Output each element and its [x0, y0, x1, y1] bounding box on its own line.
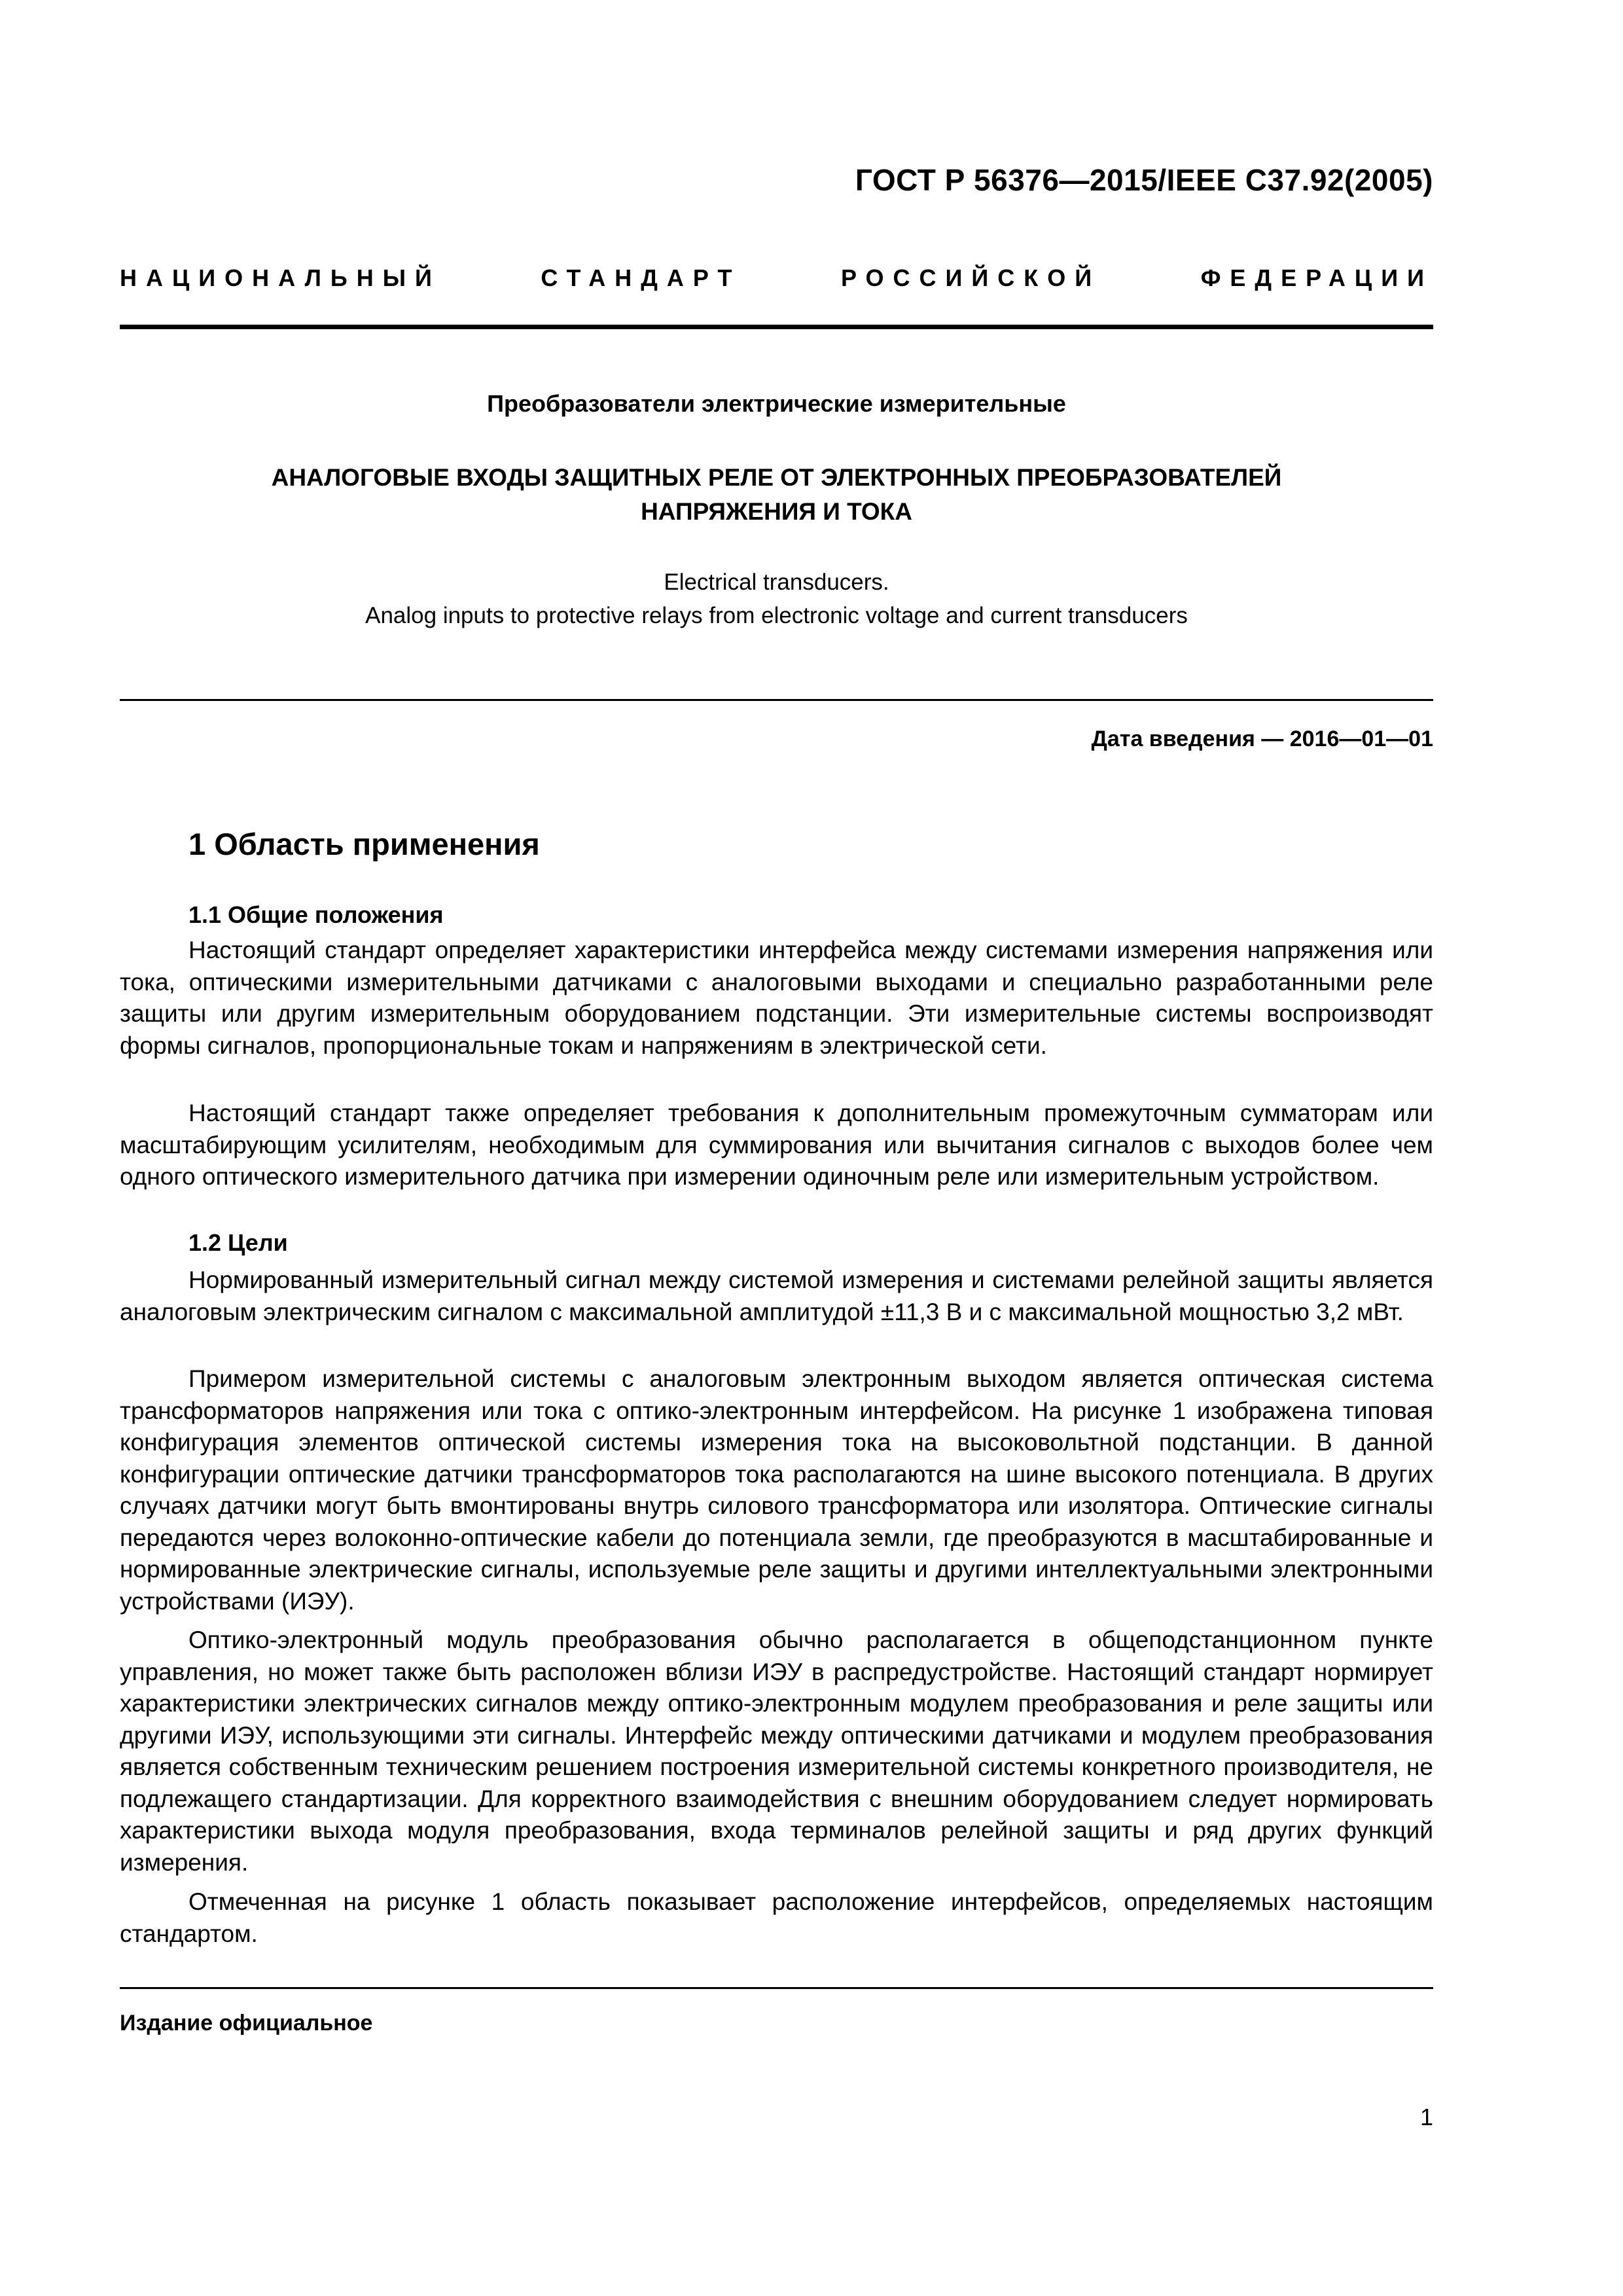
paragraph: Настоящий стандарт также определяет требования к дополнительным промежуточным сумматорам или масштабирующим усилителям, необходимым для суммирования или вычитания сигналов с выходов более чем одного оптического измерительного датчика при измерении одиночным реле или измерительным устройством.: [120, 1100, 1433, 1190]
paragraph: Нормированный измерительный сигнал между системой измерения и системами релейной защиты является аналоговым электрическим сигналом с максимальной амплитудой ±11,3 В и с максимальной мощностью 3,2 мВт.: [120, 1266, 1433, 1325]
paragraph: Оптико-электронный модуль преобразования обычно располагается в общеподстанционном пункте управления, но может также быть расположен вблизи ИЭУ в распредустройстве. Настоящий стандарт нормирует характеристики электрических сигналов между оптико-электронным модулем преобразования и реле защиты или другими ИЭУ, использующими эти сигналы. Интерфейс между оптическими датчиками и модулем преобразования является собственным техническим решением построения измерительной системы конкретного производителя, не подлежащего стандартизации. Для корректного взаимодействия с внешним оборудованием следует нормировать характеристики выхода модуля преобразования, входа терминалов релейной защиты и ряд других функций измерения.: [120, 1626, 1433, 1876]
section-heading: 1 Область применения: [188, 827, 540, 861]
paragraph: Настоящий стандарт определяет характеристики интерфейса между системами измерения напряжения или тока, оптическими измерительными датчиками с аналоговыми выходами и специально разработанными реле защиты или другим измерительным оборудованием подстанции. Эти измерительные системы воспроизводят формы сигналов, пропорциональные токам и напряжениям в электрической сети.: [120, 937, 1433, 1059]
title-divider: [120, 699, 1433, 701]
paragraph: Отмеченная на рисунке 1 область показывает расположение интерфейсов, определяемых настоящим стандартом.: [120, 1888, 1433, 1947]
banner-word: СТАНДАРТ: [541, 264, 741, 291]
subsection-heading: 1.2 Цели: [188, 1229, 288, 1256]
english-title-line: Electrical transducers.: [664, 569, 889, 595]
banner-word: НАЦИОНАЛЬНЫЙ: [120, 264, 441, 291]
banner-word: ФЕДЕРАЦИИ: [1200, 264, 1433, 291]
footer-divider: [120, 1987, 1433, 1989]
title-line: НАПРЯЖЕНИЯ И ТОКА: [641, 498, 912, 525]
document-title: [120, 461, 1433, 529]
subsection-heading: 1.1 Общие положения: [188, 901, 444, 928]
document-code: ГОСТ Р 56376—2015/IEEE C37.92(2005): [855, 163, 1433, 197]
banner-word: РОССИЙСКОЙ: [840, 264, 1101, 291]
official-edition-label: Издание официальное: [120, 2011, 373, 2036]
english-title-line: Analog inputs to protective relays from electronic voltage and current transducers: [365, 603, 1188, 628]
national-standard-banner: [120, 264, 1433, 292]
header-divider: [120, 325, 1433, 329]
english-title: [120, 565, 1433, 632]
title-line: АНАЛОГОВЫЕ ВХОДЫ ЗАЩИТНЫХ РЕЛЕ ОТ ЭЛЕКТРОННЫХ ПРЕОБРАЗОВАТЕЛЕЙ: [271, 464, 1282, 491]
page-number: 1: [1419, 2104, 1433, 2130]
document-subtitle: Преобразователи электрические измерительные: [487, 390, 1066, 417]
paragraph: Примером измерительной системы с аналоговым электронным выходом является оптическая система трансформаторов напряжения или тока с оптико-электронным интерфейсом. На рисунке 1 изображена типовая конфигурация элементов оптической системы измерения тока на высоковольтной подстанции. В данной конфигурации оптические датчики трансформаторов тока располагаются на шине высокого потенциала. В других случаях датчики могут быть вмонтированы внутрь силового трансформатора или изолятора. Оптические сигналы передаются через волоконно-оптические кабели до потенциала земли, где преобразуются в масштабированные и нормированные электрические сигналы, используемые реле защиты и другими интеллектуальными электронными устройствами (ИЭУ).: [120, 1365, 1433, 1615]
introduction-date: Дата введения — 2016—01—01: [1091, 726, 1433, 751]
